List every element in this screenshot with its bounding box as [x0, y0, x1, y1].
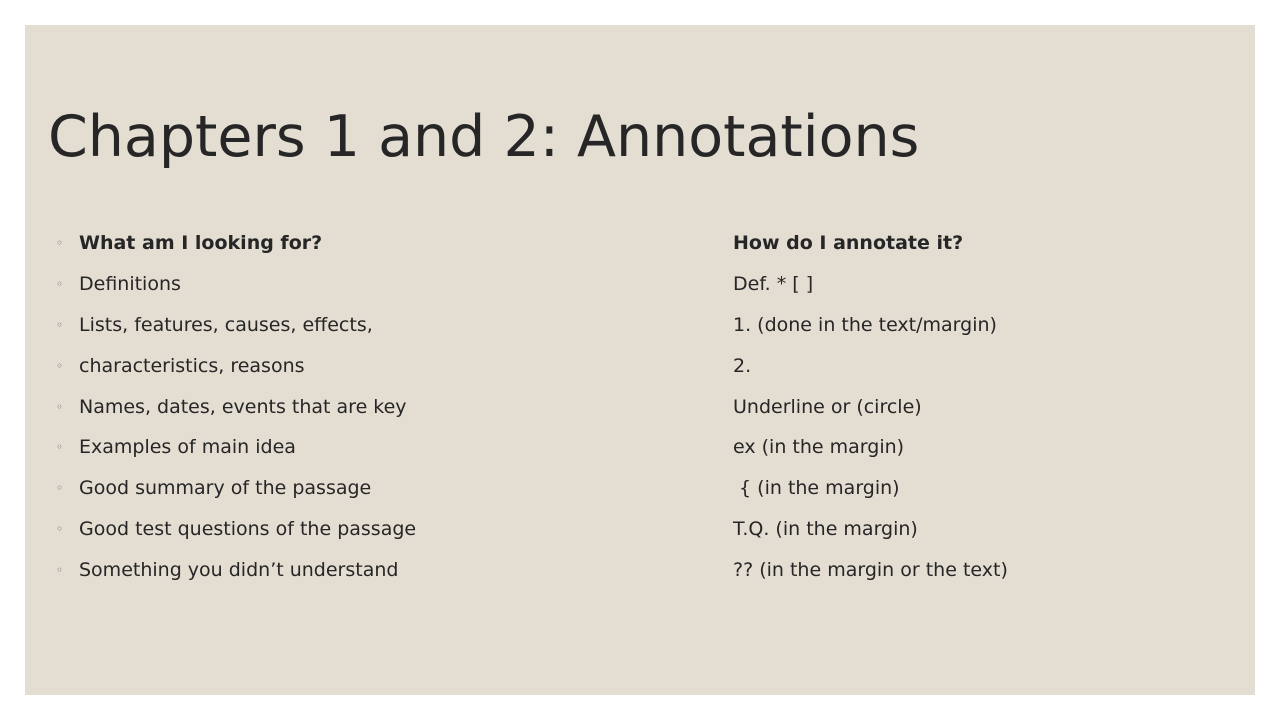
item-label: Something you didn’t understand	[79, 559, 399, 582]
bullet-icon: ◦	[56, 399, 64, 414]
slide-title: Chapters 1 and 2: Annotations	[48, 104, 920, 170]
item-label: Good summary of the passage	[79, 477, 372, 500]
item-label: characteristics, reasons	[79, 354, 305, 377]
bullet-icon: ◦	[56, 317, 64, 332]
item-label: Names, dates, events that are key	[79, 395, 407, 418]
item-annotation: T.Q. (in the margin)	[733, 518, 918, 541]
list-item	[25, 225, 1255, 266]
list-item	[25, 348, 1255, 389]
column-header-looking-for: What am I looking for?	[79, 232, 323, 254]
column-header-annotate: How do I annotate it?	[733, 232, 964, 254]
list-item	[25, 470, 1255, 511]
item-annotation: { (in the margin)	[733, 477, 900, 500]
list-item	[25, 429, 1255, 470]
bullet-icon: ◦	[56, 522, 64, 537]
list-item	[25, 307, 1255, 348]
item-annotation: Def. * [ ]	[733, 272, 814, 295]
bullet-icon: ◦	[56, 236, 64, 250]
bullet-icon: ◦	[56, 481, 64, 496]
item-label: Definitions	[79, 272, 181, 295]
item-annotation: 1. (done in the text/margin)	[733, 313, 997, 336]
list-item	[25, 389, 1255, 430]
item-label: Good test questions of the passage	[79, 518, 417, 541]
item-annotation: ?? (in the margin or the text)	[733, 559, 1008, 582]
item-annotation: Underline or (circle)	[733, 395, 922, 418]
bullet-icon: ◦	[56, 563, 64, 578]
list-item	[25, 511, 1255, 552]
bullet-icon: ◦	[56, 358, 64, 373]
list-item	[25, 552, 1255, 593]
annotation-list	[25, 225, 1255, 593]
item-annotation: ex (in the margin)	[733, 436, 905, 459]
item-annotation: 2.	[733, 354, 752, 377]
item-label: Lists, features, causes, effects,	[79, 313, 373, 336]
item-label: Examples of main idea	[79, 436, 296, 459]
list-item	[25, 266, 1255, 307]
bullet-icon: ◦	[56, 440, 64, 455]
bullet-icon: ◦	[56, 276, 64, 291]
slide	[25, 25, 1255, 695]
